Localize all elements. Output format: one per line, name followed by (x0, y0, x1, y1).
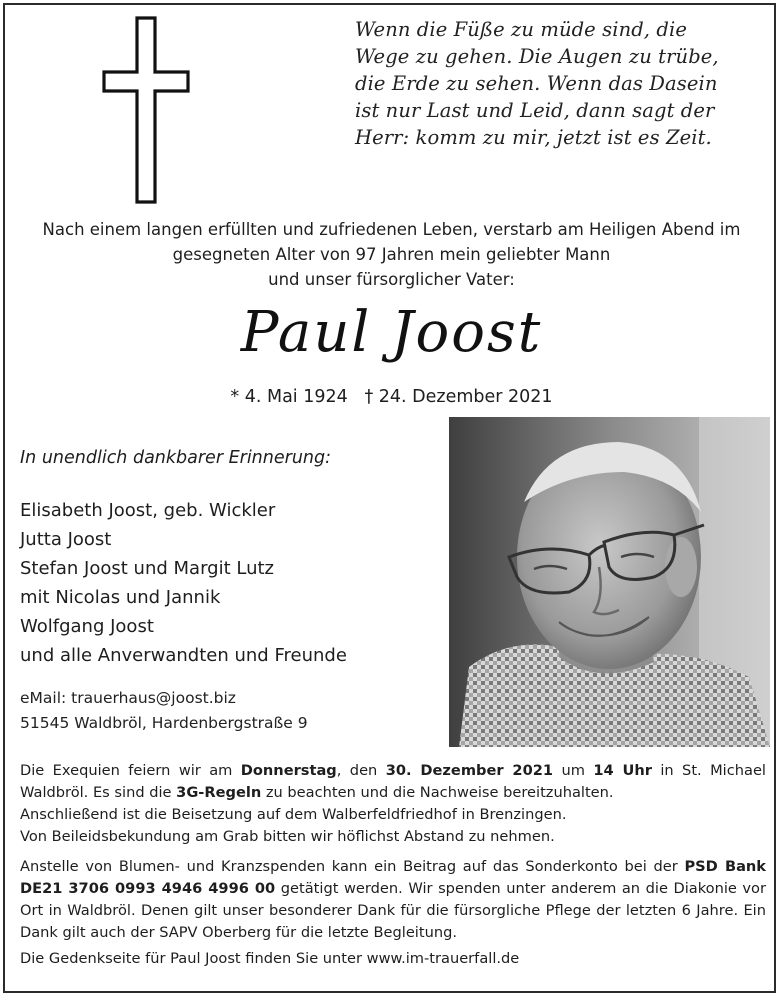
mourner-name: Jutta Joost (20, 529, 112, 550)
mourner-name: und alle Anverwandten und Freunde (20, 645, 347, 666)
funeral-time: 14 Uhr (593, 762, 652, 779)
intro-line: Nach einem langen erfüllten und zufriedenen Leben, verstarb am Heiligen Abend im (42, 220, 741, 239)
poem-line: Wege zu gehen. Die Augen zu trübe, (355, 45, 719, 68)
poem-line: Wenn die Füße zu müde sind, die (355, 18, 687, 41)
intro-line: und unser fürsorglicher Vater: (268, 270, 515, 289)
poem-line: ist nur Last und Leid, dann sagt der (355, 99, 715, 122)
bank-account: PSD Bank DE21 3706 0993 4946 4996 00 (20, 858, 767, 897)
funeral-date: 30. Dezember 2021 (385, 762, 554, 779)
contact-block (20, 686, 308, 736)
mourner-name: Wolfgang Joost (20, 616, 154, 637)
contact-address: 51545 Waldbröl, Hardenbergstraße 9 (20, 714, 308, 732)
text-span: Anstelle von Blumen- und Kranzspenden kann ein Beitrag auf das Sonderkonto bei der (20, 858, 685, 875)
condolence-line: Von Beileidsbekundung am Grab bitten wir höflichst Abstand zu nehmen. (20, 828, 555, 845)
text-span: zu beachten und die Nachweise bereitzuhalten. (261, 784, 614, 801)
burial-line: Anschließend ist die Beisetzung auf dem Walberfeldfriedhof in Brenzingen. (20, 806, 567, 823)
cross-icon (100, 15, 192, 205)
poem-line: die Erde zu sehen. Wenn das Dasein (355, 72, 718, 95)
poem-line: Herr: komm zu mir, jetzt ist es Zeit. (355, 126, 712, 149)
text-span: getätigt werden. Wir spenden unter anderem an die Diakonie vor Ort in Waldbröl. Denen gilt unser besonderer Dank für die fürsorgliche Pflege der letzten 6 Jahre. Ein Dank gilt auch der SAPV Oberberg für die letzte Begleitung. (20, 880, 766, 941)
text-span: , den (336, 762, 386, 779)
funeral-paragraph (20, 760, 766, 804)
mourner-name: Stefan Joost und Margit Lutz (20, 558, 274, 579)
text-span: in St. Michael Waldbröl. Es sind die (20, 762, 766, 801)
poem (355, 16, 775, 151)
intro-text (0, 217, 783, 292)
contact-email: eMail: trauerhaus@joost.biz (20, 689, 236, 707)
funeral-day: Donnerstag (240, 762, 337, 779)
donation-paragraph (20, 856, 766, 944)
deceased-name: Paul Joost (240, 300, 543, 365)
mourner-name: Elisabeth Joost, geb. Wickler (20, 500, 276, 521)
covid-rules: 3G-Regeln (176, 784, 262, 801)
service-details (20, 760, 766, 970)
mourner-name: mit Nicolas und Jannik (20, 587, 221, 608)
memorial-page-line: Die Gedenkseite für Paul Joost finden Sie unter www.im-trauerfall.de (20, 950, 520, 967)
mourners-list (20, 496, 347, 670)
life-dates: * 4. Mai 1924 † 24. Dezember 2021 (230, 387, 553, 407)
text-span: um (553, 762, 594, 779)
portrait-photo (449, 417, 770, 747)
text-span: Die Exequien feiern wir am (20, 762, 241, 779)
mourners-heading: In unendlich dankbarer Erinnerung: (20, 448, 332, 468)
intro-line: gesegneten Alter von 97 Jahren mein geliebter Mann (172, 245, 611, 264)
